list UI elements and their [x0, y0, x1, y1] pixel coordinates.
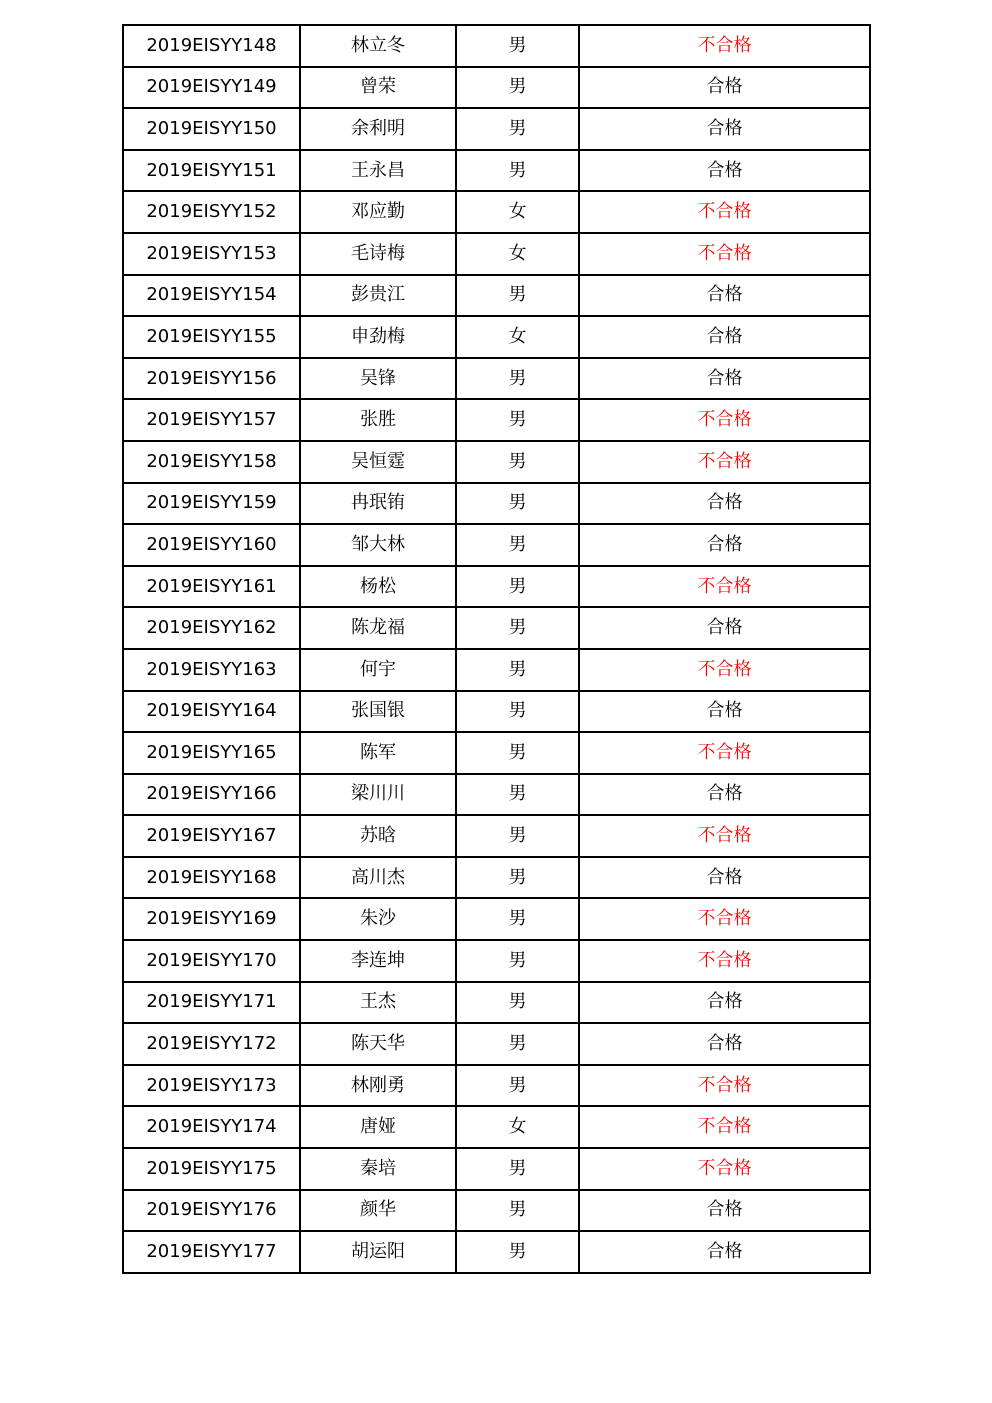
candidate-name-cell: 王永昌	[300, 150, 456, 192]
candidate-id-cell: 2019EISYY161	[123, 566, 300, 608]
candidate-gender-cell: 男	[456, 940, 579, 982]
table-row	[123, 1190, 870, 1232]
candidate-name-cell: 梁川川	[300, 774, 456, 816]
table-row	[123, 524, 870, 566]
result-cell: 合格	[579, 108, 870, 150]
table-row	[123, 25, 870, 67]
result-cell: 合格	[579, 1023, 870, 1065]
result-cell: 合格	[579, 774, 870, 816]
candidate-id-cell: 2019EISYY174	[123, 1106, 300, 1148]
candidate-name-cell: 冉珉铕	[300, 483, 456, 525]
candidate-name-cell: 林刚勇	[300, 1065, 456, 1107]
result-cell: 合格	[579, 1190, 870, 1232]
candidate-gender-cell: 男	[456, 1148, 579, 1190]
candidate-id-cell: 2019EISYY148	[123, 25, 300, 67]
candidate-id-cell: 2019EISYY175	[123, 1148, 300, 1190]
candidate-id-cell: 2019EISYY169	[123, 898, 300, 940]
candidate-name-cell: 颜华	[300, 1190, 456, 1232]
result-cell: 不合格	[579, 191, 870, 233]
candidate-id-cell: 2019EISYY168	[123, 857, 300, 899]
candidate-name-cell: 李连坤	[300, 940, 456, 982]
result-cell: 合格	[579, 982, 870, 1024]
candidate-name-cell: 吴锋	[300, 358, 456, 400]
table-row	[123, 940, 870, 982]
table-row	[123, 1023, 870, 1065]
candidate-name-cell: 申劲梅	[300, 316, 456, 358]
candidate-gender-cell: 男	[456, 857, 579, 899]
candidate-id-cell: 2019EISYY165	[123, 732, 300, 774]
table-row	[123, 399, 870, 441]
result-cell: 不合格	[579, 815, 870, 857]
candidate-gender-cell: 男	[456, 898, 579, 940]
result-cell: 合格	[579, 1231, 870, 1273]
candidate-gender-cell: 男	[456, 25, 579, 67]
candidate-id-cell: 2019EISYY173	[123, 1065, 300, 1107]
result-cell: 不合格	[579, 1065, 870, 1107]
table-row	[123, 815, 870, 857]
table-row	[123, 857, 870, 899]
candidate-id-cell: 2019EISYY177	[123, 1231, 300, 1273]
candidate-id-cell: 2019EISYY160	[123, 524, 300, 566]
candidate-name-cell: 秦培	[300, 1148, 456, 1190]
candidate-name-cell: 张胜	[300, 399, 456, 441]
candidate-gender-cell: 男	[456, 1023, 579, 1065]
candidate-gender-cell: 男	[456, 483, 579, 525]
candidate-gender-cell: 男	[456, 1231, 579, 1273]
candidate-gender-cell: 女	[456, 233, 579, 275]
table-row	[123, 191, 870, 233]
candidate-id-cell: 2019EISYY171	[123, 982, 300, 1024]
candidate-name-cell: 高川杰	[300, 857, 456, 899]
candidate-id-cell: 2019EISYY158	[123, 441, 300, 483]
result-cell: 不合格	[579, 399, 870, 441]
candidate-id-cell: 2019EISYY154	[123, 275, 300, 317]
result-cell: 不合格	[579, 1148, 870, 1190]
candidate-gender-cell: 男	[456, 774, 579, 816]
candidate-gender-cell: 男	[456, 441, 579, 483]
result-cell: 不合格	[579, 649, 870, 691]
candidate-gender-cell: 男	[456, 108, 579, 150]
candidate-name-cell: 曾荣	[300, 67, 456, 109]
candidate-id-cell: 2019EISYY167	[123, 815, 300, 857]
candidate-name-cell: 邹大林	[300, 524, 456, 566]
result-cell: 合格	[579, 67, 870, 109]
result-cell: 合格	[579, 607, 870, 649]
candidate-name-cell: 余利明	[300, 108, 456, 150]
table-row	[123, 150, 870, 192]
candidate-id-cell: 2019EISYY156	[123, 358, 300, 400]
candidate-gender-cell: 男	[456, 732, 579, 774]
table-row	[123, 483, 870, 525]
candidate-name-cell: 唐娅	[300, 1106, 456, 1148]
table-row	[123, 1148, 870, 1190]
candidate-name-cell: 陈军	[300, 732, 456, 774]
candidate-gender-cell: 男	[456, 524, 579, 566]
candidate-name-cell: 彭贵江	[300, 275, 456, 317]
table-row	[123, 732, 870, 774]
table-row	[123, 649, 870, 691]
candidate-id-cell: 2019EISYY155	[123, 316, 300, 358]
table-row	[123, 607, 870, 649]
table-row	[123, 566, 870, 608]
candidate-gender-cell: 男	[456, 649, 579, 691]
candidate-id-cell: 2019EISYY176	[123, 1190, 300, 1232]
result-cell: 不合格	[579, 1106, 870, 1148]
candidate-gender-cell: 男	[456, 67, 579, 109]
table-row	[123, 1231, 870, 1273]
table-row	[123, 275, 870, 317]
result-cell: 合格	[579, 691, 870, 733]
candidate-id-cell: 2019EISYY149	[123, 67, 300, 109]
result-cell: 不合格	[579, 25, 870, 67]
candidate-name-cell: 吴恒霆	[300, 441, 456, 483]
result-cell: 合格	[579, 358, 870, 400]
candidate-gender-cell: 男	[456, 399, 579, 441]
candidate-id-cell: 2019EISYY152	[123, 191, 300, 233]
candidate-gender-cell: 男	[456, 607, 579, 649]
candidate-id-cell: 2019EISYY170	[123, 940, 300, 982]
candidate-name-cell: 苏晗	[300, 815, 456, 857]
table-row	[123, 358, 870, 400]
result-cell: 合格	[579, 483, 870, 525]
result-cell: 合格	[579, 857, 870, 899]
candidate-gender-cell: 男	[456, 1065, 579, 1107]
table-row	[123, 233, 870, 275]
result-cell: 合格	[579, 316, 870, 358]
candidate-gender-cell: 女	[456, 1106, 579, 1148]
table-row	[123, 67, 870, 109]
candidate-name-cell: 张国银	[300, 691, 456, 733]
candidate-id-cell: 2019EISYY162	[123, 607, 300, 649]
candidate-gender-cell: 女	[456, 191, 579, 233]
result-cell: 合格	[579, 524, 870, 566]
candidate-name-cell: 王杰	[300, 982, 456, 1024]
result-cell: 合格	[579, 275, 870, 317]
table-row	[123, 898, 870, 940]
candidate-gender-cell: 男	[456, 1190, 579, 1232]
table-row	[123, 108, 870, 150]
candidate-gender-cell: 男	[456, 982, 579, 1024]
result-cell: 不合格	[579, 940, 870, 982]
table-row	[123, 441, 870, 483]
candidate-gender-cell: 男	[456, 358, 579, 400]
candidate-gender-cell: 男	[456, 815, 579, 857]
candidate-gender-cell: 女	[456, 316, 579, 358]
result-cell: 不合格	[579, 566, 870, 608]
table-row	[123, 1106, 870, 1148]
table-row	[123, 691, 870, 733]
results-table	[122, 24, 871, 1274]
result-cell: 不合格	[579, 732, 870, 774]
result-cell: 合格	[579, 150, 870, 192]
candidate-name-cell: 毛诗梅	[300, 233, 456, 275]
candidate-gender-cell: 男	[456, 275, 579, 317]
candidate-id-cell: 2019EISYY150	[123, 108, 300, 150]
candidate-id-cell: 2019EISYY163	[123, 649, 300, 691]
candidate-id-cell: 2019EISYY164	[123, 691, 300, 733]
result-cell: 不合格	[579, 898, 870, 940]
table-row	[123, 774, 870, 816]
table-row	[123, 316, 870, 358]
candidate-name-cell: 陈天华	[300, 1023, 456, 1065]
candidate-id-cell: 2019EISYY157	[123, 399, 300, 441]
candidate-gender-cell: 男	[456, 566, 579, 608]
candidate-gender-cell: 男	[456, 691, 579, 733]
candidate-name-cell: 林立冬	[300, 25, 456, 67]
candidate-name-cell: 邓应勤	[300, 191, 456, 233]
candidate-name-cell: 朱沙	[300, 898, 456, 940]
results-table-body	[123, 25, 870, 1273]
candidate-name-cell: 何宇	[300, 649, 456, 691]
result-cell: 不合格	[579, 441, 870, 483]
candidate-name-cell: 陈龙福	[300, 607, 456, 649]
candidate-name-cell: 胡运阳	[300, 1231, 456, 1273]
candidate-id-cell: 2019EISYY166	[123, 774, 300, 816]
result-cell: 不合格	[579, 233, 870, 275]
candidate-id-cell: 2019EISYY153	[123, 233, 300, 275]
table-row	[123, 982, 870, 1024]
candidate-id-cell: 2019EISYY172	[123, 1023, 300, 1065]
candidate-id-cell: 2019EISYY159	[123, 483, 300, 525]
candidate-name-cell: 杨松	[300, 566, 456, 608]
candidate-gender-cell: 男	[456, 150, 579, 192]
table-row	[123, 1065, 870, 1107]
candidate-id-cell: 2019EISYY151	[123, 150, 300, 192]
